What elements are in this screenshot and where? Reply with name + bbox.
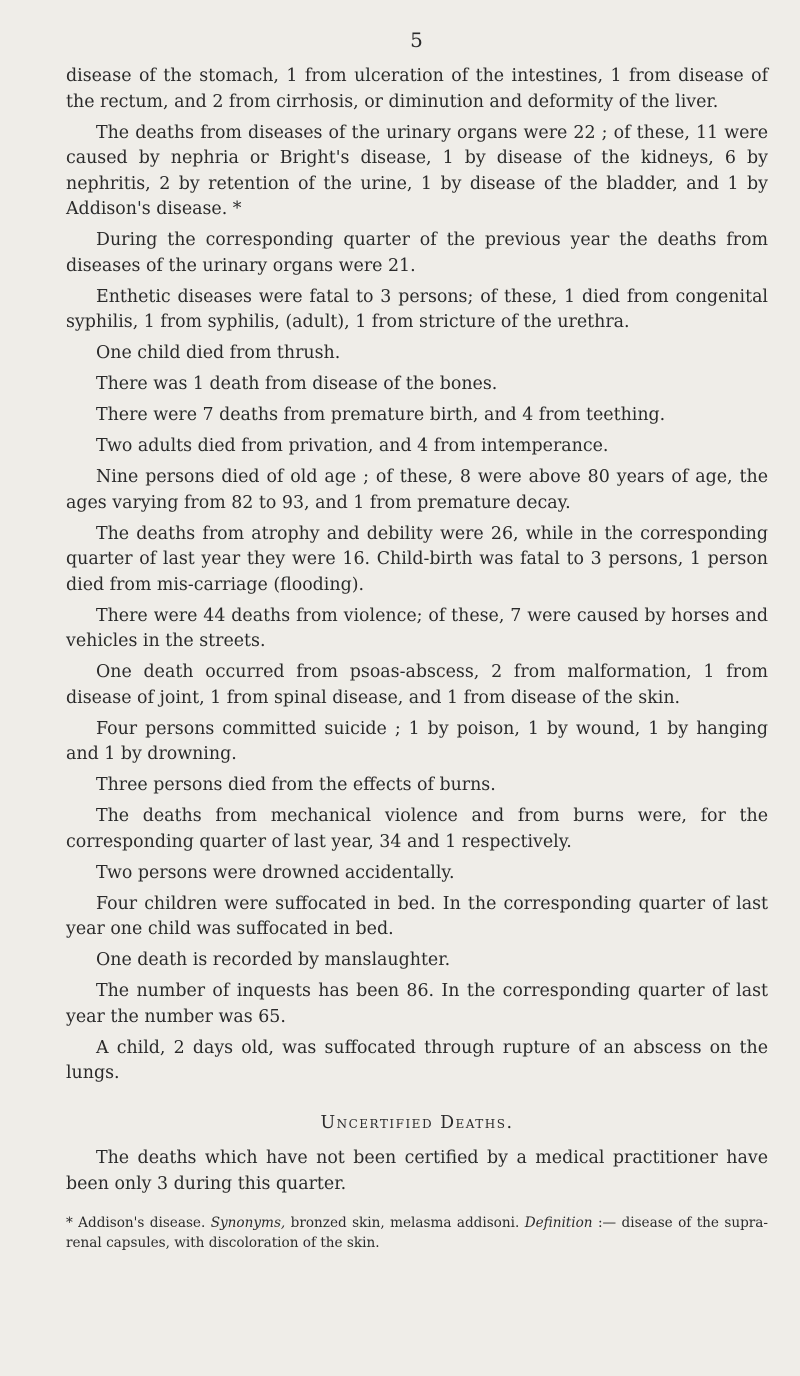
- paragraph: The deaths from diseases of the urinary organs were 22 ; of these, 11 were caused by nephria or Bright's disease, 1 by disease of the kidneys, 6 by nephritis, 2 by retention of the urine, 1 by disease of the bladder, and 1 by Addison's disease. *: [66, 122, 768, 219]
- paragraph: The deaths from mechanical violence and from burns were, for the corresponding quarter of last year, 34 and 1 respectively.: [66, 806, 768, 852]
- footnote-definition-label: Definition: [524, 1214, 593, 1231]
- paragraph: There was 1 death from disease of the bones.: [96, 374, 498, 394]
- paragraph: One death occurred from psoas-abscess, 2 from malformation, 1 from disease of joint, 1 from spinal disease, and 1 from disease of the skin.: [66, 662, 768, 708]
- paragraph: There were 44 deaths from violence; of these, 7 were caused by horses and vehicles in the streets.: [66, 605, 768, 651]
- paragraph: Three persons died from the effects of burns.: [96, 775, 496, 795]
- paragraph: disease of the stomach, 1 from ulceration of the intestines, 1 from disease of the rectum, and 2 from cirrhosis, or diminution and deformity of the liver.: [66, 66, 768, 112]
- paragraph: There were 7 deaths from premature birth, and 4 from teething.: [96, 405, 666, 425]
- footnote-synonyms-text: bronzed skin, melasma addisoni.: [290, 1214, 520, 1231]
- footnote-lead: * Addison's disease.: [66, 1214, 206, 1231]
- body-text: [66, 64, 768, 1258]
- footnote-synonyms-label: Synonyms,: [210, 1214, 286, 1231]
- paragraph: Enthetic diseases were fatal to 3 persons; of these, 1 died from congenital syphilis, 1 from syphilis, (adult), 1 from stricture of the urethra.: [66, 286, 768, 332]
- section-heading: Uncertified Deaths.: [320, 1112, 514, 1133]
- paragraph: One death is recorded by manslaughter.: [96, 950, 451, 970]
- paragraph: Four persons committed suicide ; 1 by poison, 1 by wound, 1 by hanging and 1 by drowning.: [66, 718, 768, 764]
- paragraph: Two adults died from privation, and 4 from intemperance.: [96, 436, 609, 456]
- paragraph: One child died from thrush.: [96, 343, 341, 363]
- paragraph: The number of inquests has been 86. In the corresponding quarter of last year the number was 65.: [66, 981, 768, 1027]
- page-number: 5: [410, 28, 424, 52]
- footnote-definition-text: :— disease of the supra-renal capsules, with discoloration of the skin.: [66, 1214, 768, 1251]
- footnote: [66, 1213, 768, 1253]
- paragraph: Four children were suffocated in bed. In the corresponding quarter of last year one child was suffocated in bed.: [66, 893, 768, 939]
- paragraph: The deaths from atrophy and debility were 26, while in the corresponding quarter of last year they were 16. Child-birth was fatal to 3 persons, 1 person died from mis-carriage (flooding).: [66, 523, 768, 595]
- section-paragraph: The deaths which have not been certified by a medical practitioner have been only 3 during this quarter.: [66, 1148, 768, 1194]
- paragraph: During the corresponding quarter of the previous year the deaths from diseases of the urinary organs were 21.: [66, 230, 768, 276]
- paragraph: Nine persons died of old age ; of these, 8 were above 80 years of age, the ages varying from 82 to 93, and 1 from premature decay.: [66, 467, 768, 513]
- paragraph: A child, 2 days old, was suffocated through rupture of an abscess on the lungs.: [66, 1037, 768, 1083]
- paragraph: Two persons were drowned accidentally.: [96, 862, 455, 883]
